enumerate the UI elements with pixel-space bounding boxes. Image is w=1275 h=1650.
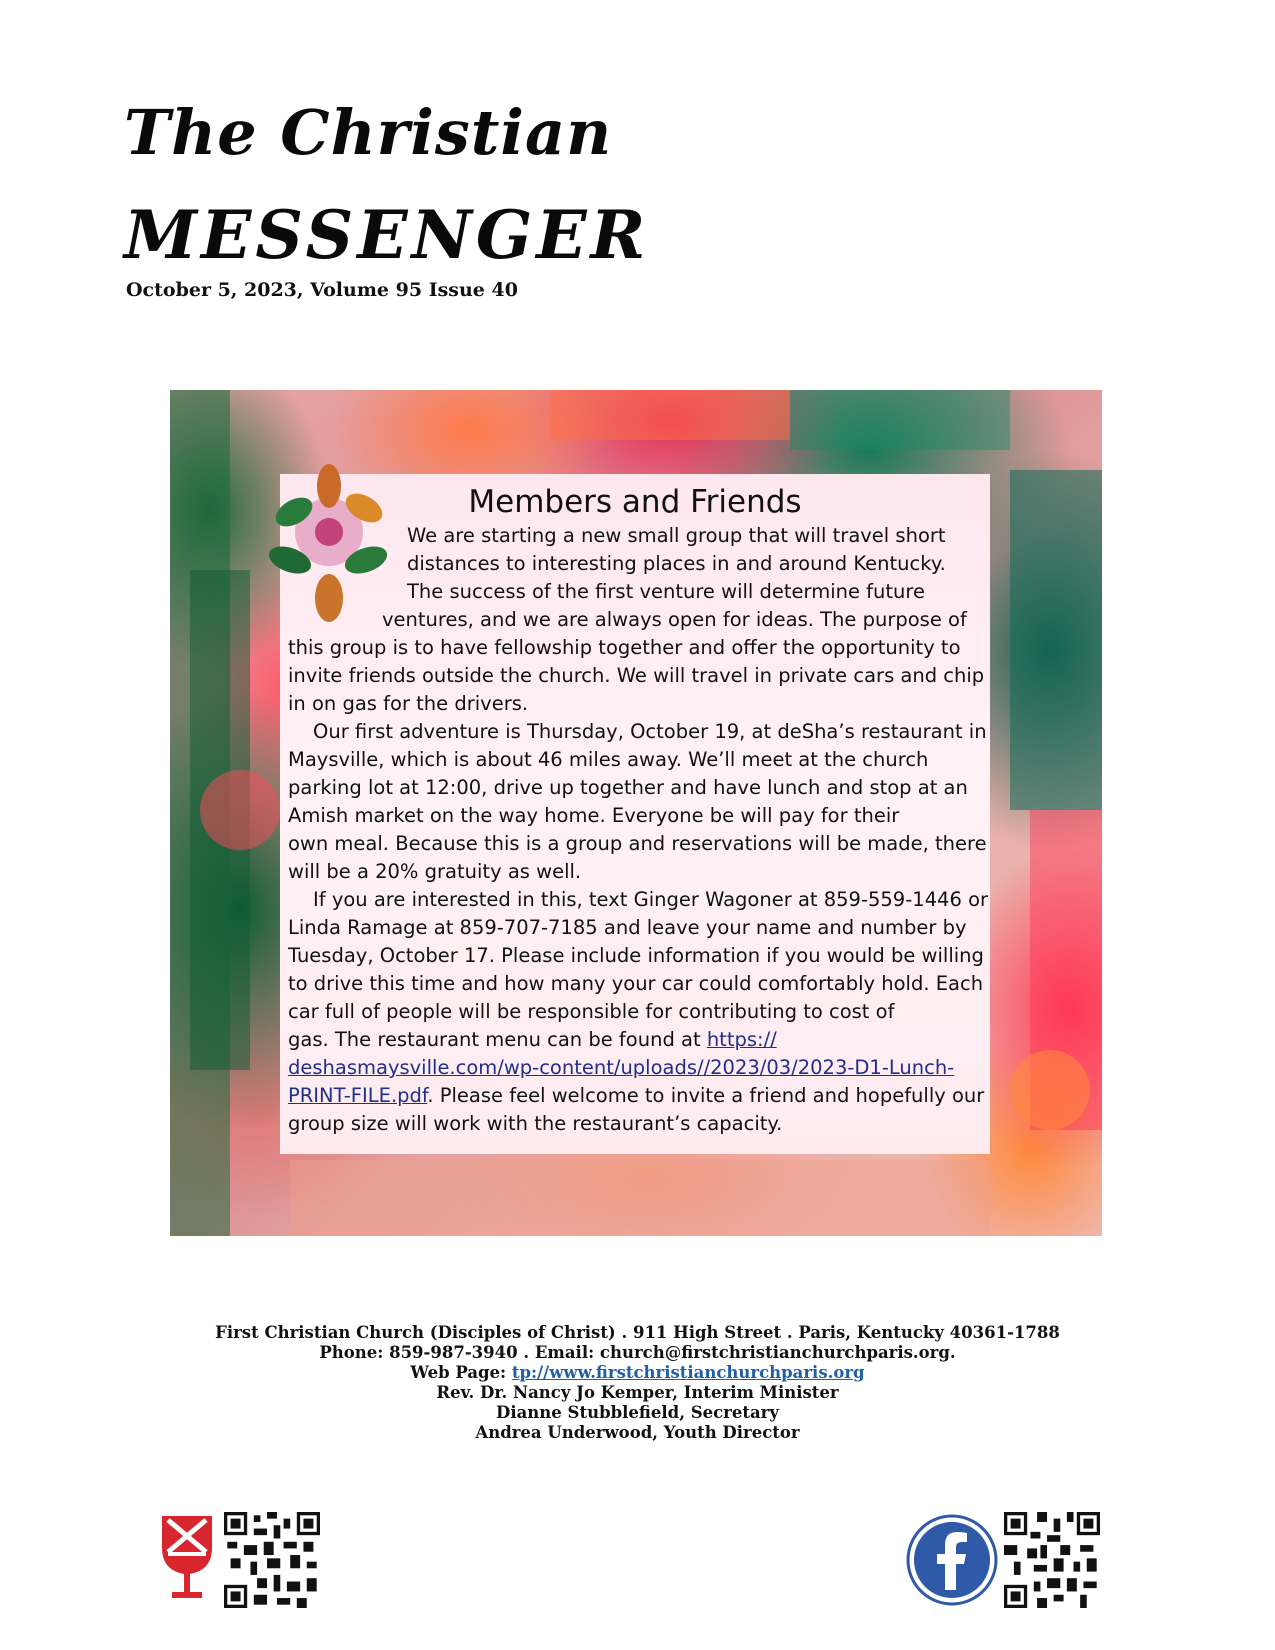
article-line: Maysville, which is about 46 miles away. We’ll meet at the church <box>288 748 929 771</box>
minister-line: Rev. Dr. Nancy Jo Kemper, Interim Minister <box>436 1383 839 1402</box>
web-label: Web Page: <box>410 1363 512 1382</box>
article-line: car full of people will be responsible for contributing to cost of <box>288 1000 895 1023</box>
article-line: will be a 20% gratuity as well. <box>288 860 582 883</box>
article-line: Linda Ramage at 859-707-7185 and leave your name and number by <box>288 916 967 939</box>
article-line: ventures, and we are always open for ideas. The purpose of <box>382 608 967 631</box>
youth-director-line: Andrea Underwood, Youth Director <box>475 1423 800 1442</box>
article-line <box>288 1054 954 1082</box>
gas-text: gas. The restaurant menu can be found at <box>288 1028 707 1051</box>
article-line: distances to interesting places in and around Kentucky. <box>407 552 946 575</box>
article-line: group size will work with the restaurant’s capacity. <box>288 1112 783 1135</box>
masthead-title-line1: The Christian <box>124 96 613 169</box>
article-line: Tuesday, October 17. Please include information if you would be willing <box>288 944 984 967</box>
article-line: parking lot at 12:00, drive up together and have lunch and stop at an <box>288 776 968 799</box>
after-link-text: . Please feel welcome to invite a friend and hopefully our <box>427 1084 985 1107</box>
disciples-chalice-logo-icon <box>158 1512 218 1604</box>
article-line: in on gas for the drivers. <box>288 692 529 715</box>
church-footer <box>0 1323 1275 1443</box>
article-line: own meal. Because this is a group and reservations will be made, there <box>288 832 987 855</box>
church-address: First Christian Church (Disciples of Christ) . 911 High Street . Paris, Kentucky 40361-1788 <box>215 1323 1060 1342</box>
article-line: The success of the first venture will determine future <box>407 580 925 603</box>
issue-info: October 5, 2023, Volume 95 Issue 40 <box>126 279 518 301</box>
article-line: to drive this time and how many your car could comfortably hold. Each <box>288 972 984 995</box>
article-line <box>288 1082 984 1110</box>
qr-code-icon[interactable] <box>1004 1512 1100 1608</box>
secretary-line: Dianne Stubblefield, Secretary <box>496 1403 779 1422</box>
menu-link-part1[interactable]: https:// <box>706 1028 777 1051</box>
church-web <box>0 1363 1275 1383</box>
facebook-logo-icon[interactable] <box>906 1514 998 1606</box>
article-line <box>288 1026 777 1054</box>
article-line: invite friends outside the church. We will travel in private cars and chip <box>288 664 985 687</box>
article-line: Amish market on the way home. Everyone be will pay for their <box>288 804 900 827</box>
article-line: We are starting a new small group that will travel short <box>407 524 946 547</box>
article-art-panel <box>170 390 1102 1236</box>
article-line: If you are interested in this, text Ginger Wagoner at 859-559-1446 or <box>313 888 989 911</box>
church-contact: Phone: 859-987-3940 . Email: church@firstchristianchurchparis.org. <box>319 1343 956 1362</box>
article-title: Members and Friends <box>468 484 802 520</box>
article-line: this group is to have fellowship together and offer the opportunity to <box>288 636 961 659</box>
article-line: Our first adventure is Thursday, October 19, at deSha’s restaurant in <box>313 720 987 743</box>
menu-link-part3[interactable]: PRINT-FILE.pdf <box>288 1084 428 1107</box>
masthead-title-line2: MESSENGER <box>124 196 650 274</box>
article-body <box>170 390 1102 1236</box>
menu-link-part2[interactable]: deshasmaysville.com/wp-content/uploads//2023/03/2023-D1-Lunch- <box>288 1056 955 1079</box>
web-link[interactable]: tp://www.firstchristianchurchparis.org <box>511 1363 865 1382</box>
qr-code-icon[interactable] <box>224 1512 320 1608</box>
